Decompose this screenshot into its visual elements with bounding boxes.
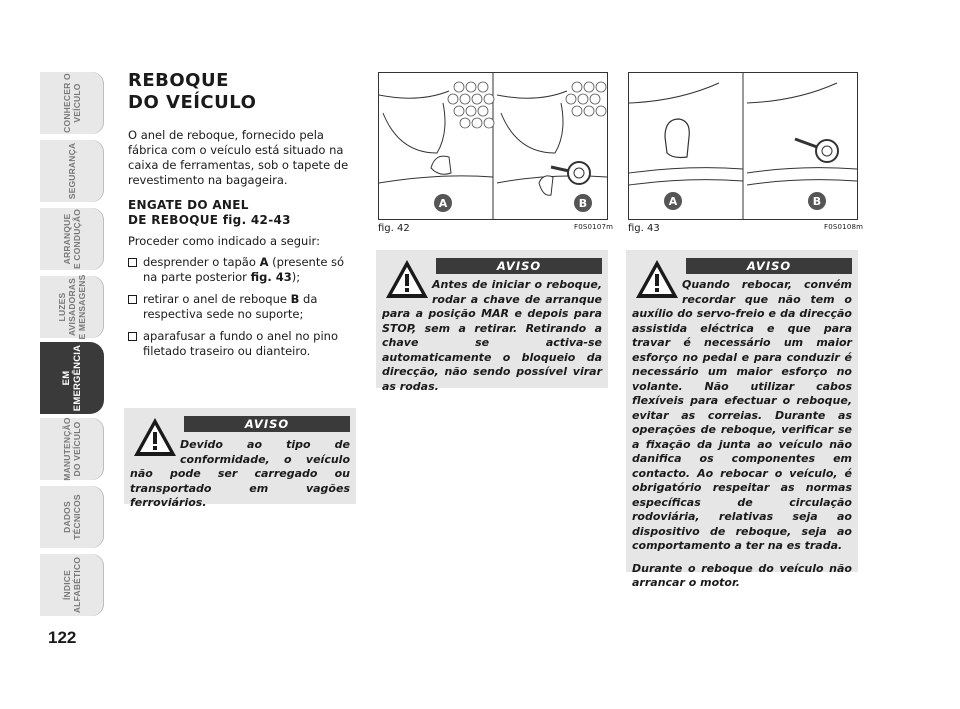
warning-text: Quando rebocar, convém recordar que não tem o auxílio do servo-freio e da direcção assistida eléctrica e que para travar é necessário um maior esforço no pedal e para conduzir é necessário um maior esforço no volante. Não utilizar cabos flexíveis para efectuar o reboque, evitar as correias. Durante as operações de reboque, verificar se a fixação da junta ao veículo não danifica os componentes em contacto. Ao rebocar o veículo, é obrigatório respeitar as normas específicas de circulação rodoviária, relativas seja ao dispositivo de reboque, seja ao comportamento a ter na es trada. xyxy=(632,278,852,552)
tab-indice-alfabetico[interactable]: ÍNDICE ALFABÉTICO xyxy=(40,554,104,616)
tab-dados-tecnicos[interactable]: DADOS TÉCNICOS xyxy=(40,486,104,548)
list-item: desprender o tapão A (presente só na parte posterior fig. 43); xyxy=(128,255,356,285)
list-item: aparafusar a fundo o anel no pino filetado traseiro ou dianteiro. xyxy=(128,329,356,359)
page-number: 122 xyxy=(48,628,77,647)
figure-code: F0S0107m xyxy=(574,223,614,231)
checkbox-bullet-icon xyxy=(128,258,137,267)
procedure-steps xyxy=(128,255,356,359)
figure-label-a: A xyxy=(668,195,678,208)
warning-box-towing xyxy=(626,250,858,589)
tab-em-emergencia[interactable]: EM EMERGÊNCIA xyxy=(40,342,104,414)
tab-manutencao-do-veiculo[interactable]: MANUTENÇÃO DO VEÍCULO xyxy=(40,418,104,480)
checkbox-bullet-icon xyxy=(128,295,137,304)
warning-header: AVISO xyxy=(436,258,602,274)
warning-text: Antes de iniciar o reboque, rodar a chave de arranque para a posição MAR e depois para STOP, sem a retirar. Retirando a chave se activa-se automaticamente o bloqueio da direcção, não sendo possível virar as rodas. xyxy=(382,278,602,393)
figure-caption: fig. 43 xyxy=(628,223,660,234)
warning-box-ignition xyxy=(376,250,608,393)
intro-paragraph: O anel de reboque, fornecido pela fábrica com o veículo está situado na caixa de ferramentas, sob o tapete de revestimento na bagageira. xyxy=(128,128,349,187)
figure-43-image xyxy=(628,72,858,220)
tow-ring-rear-illustration xyxy=(629,73,857,219)
tab-seguranca[interactable]: SEGURANÇA xyxy=(40,140,104,202)
warning-text: Durante o reboque do veículo não arrancar o motor. xyxy=(632,561,852,589)
warning-text: Devido ao tipo de conformidade, o veículo não pode ser carregado ou transportado em vagões ferroviários. xyxy=(130,438,350,509)
figure-code: F0S0108m xyxy=(824,223,864,231)
list-item: retirar o anel de reboque B da respectiva sede no suporte; xyxy=(128,292,356,322)
figure-label-b: B xyxy=(812,195,822,208)
subsection-title: ENGATE DO ANEL DE REBOQUE fig. 42-43 xyxy=(128,198,291,227)
main-text-column xyxy=(128,70,356,366)
figure-caption: fig. 42 xyxy=(378,223,410,234)
figure-label-b: B xyxy=(578,197,588,210)
tab-conhecer-o-veiculo[interactable]: CONHECER O VEÍCULO xyxy=(40,72,104,134)
warning-header: AVISO xyxy=(686,258,852,274)
figure-42-image xyxy=(378,72,608,220)
section-title: REBOQUE DO VEÍCULO xyxy=(128,70,257,113)
warning-header: AVISO xyxy=(184,416,350,432)
figure-label-a: A xyxy=(438,197,448,210)
tow-ring-front-illustration xyxy=(379,73,607,219)
warning-box-railway xyxy=(124,408,356,509)
tab-luzes-avisadoras[interactable]: LUZES AVISADORAS E MENSAGENS xyxy=(40,276,104,338)
procedure-intro: Proceder como indicado a seguir: xyxy=(128,234,320,248)
checkbox-bullet-icon xyxy=(128,332,137,341)
tab-arranque-e-conducao[interactable]: ARRANQUE E CONDUÇÃO xyxy=(40,208,104,270)
